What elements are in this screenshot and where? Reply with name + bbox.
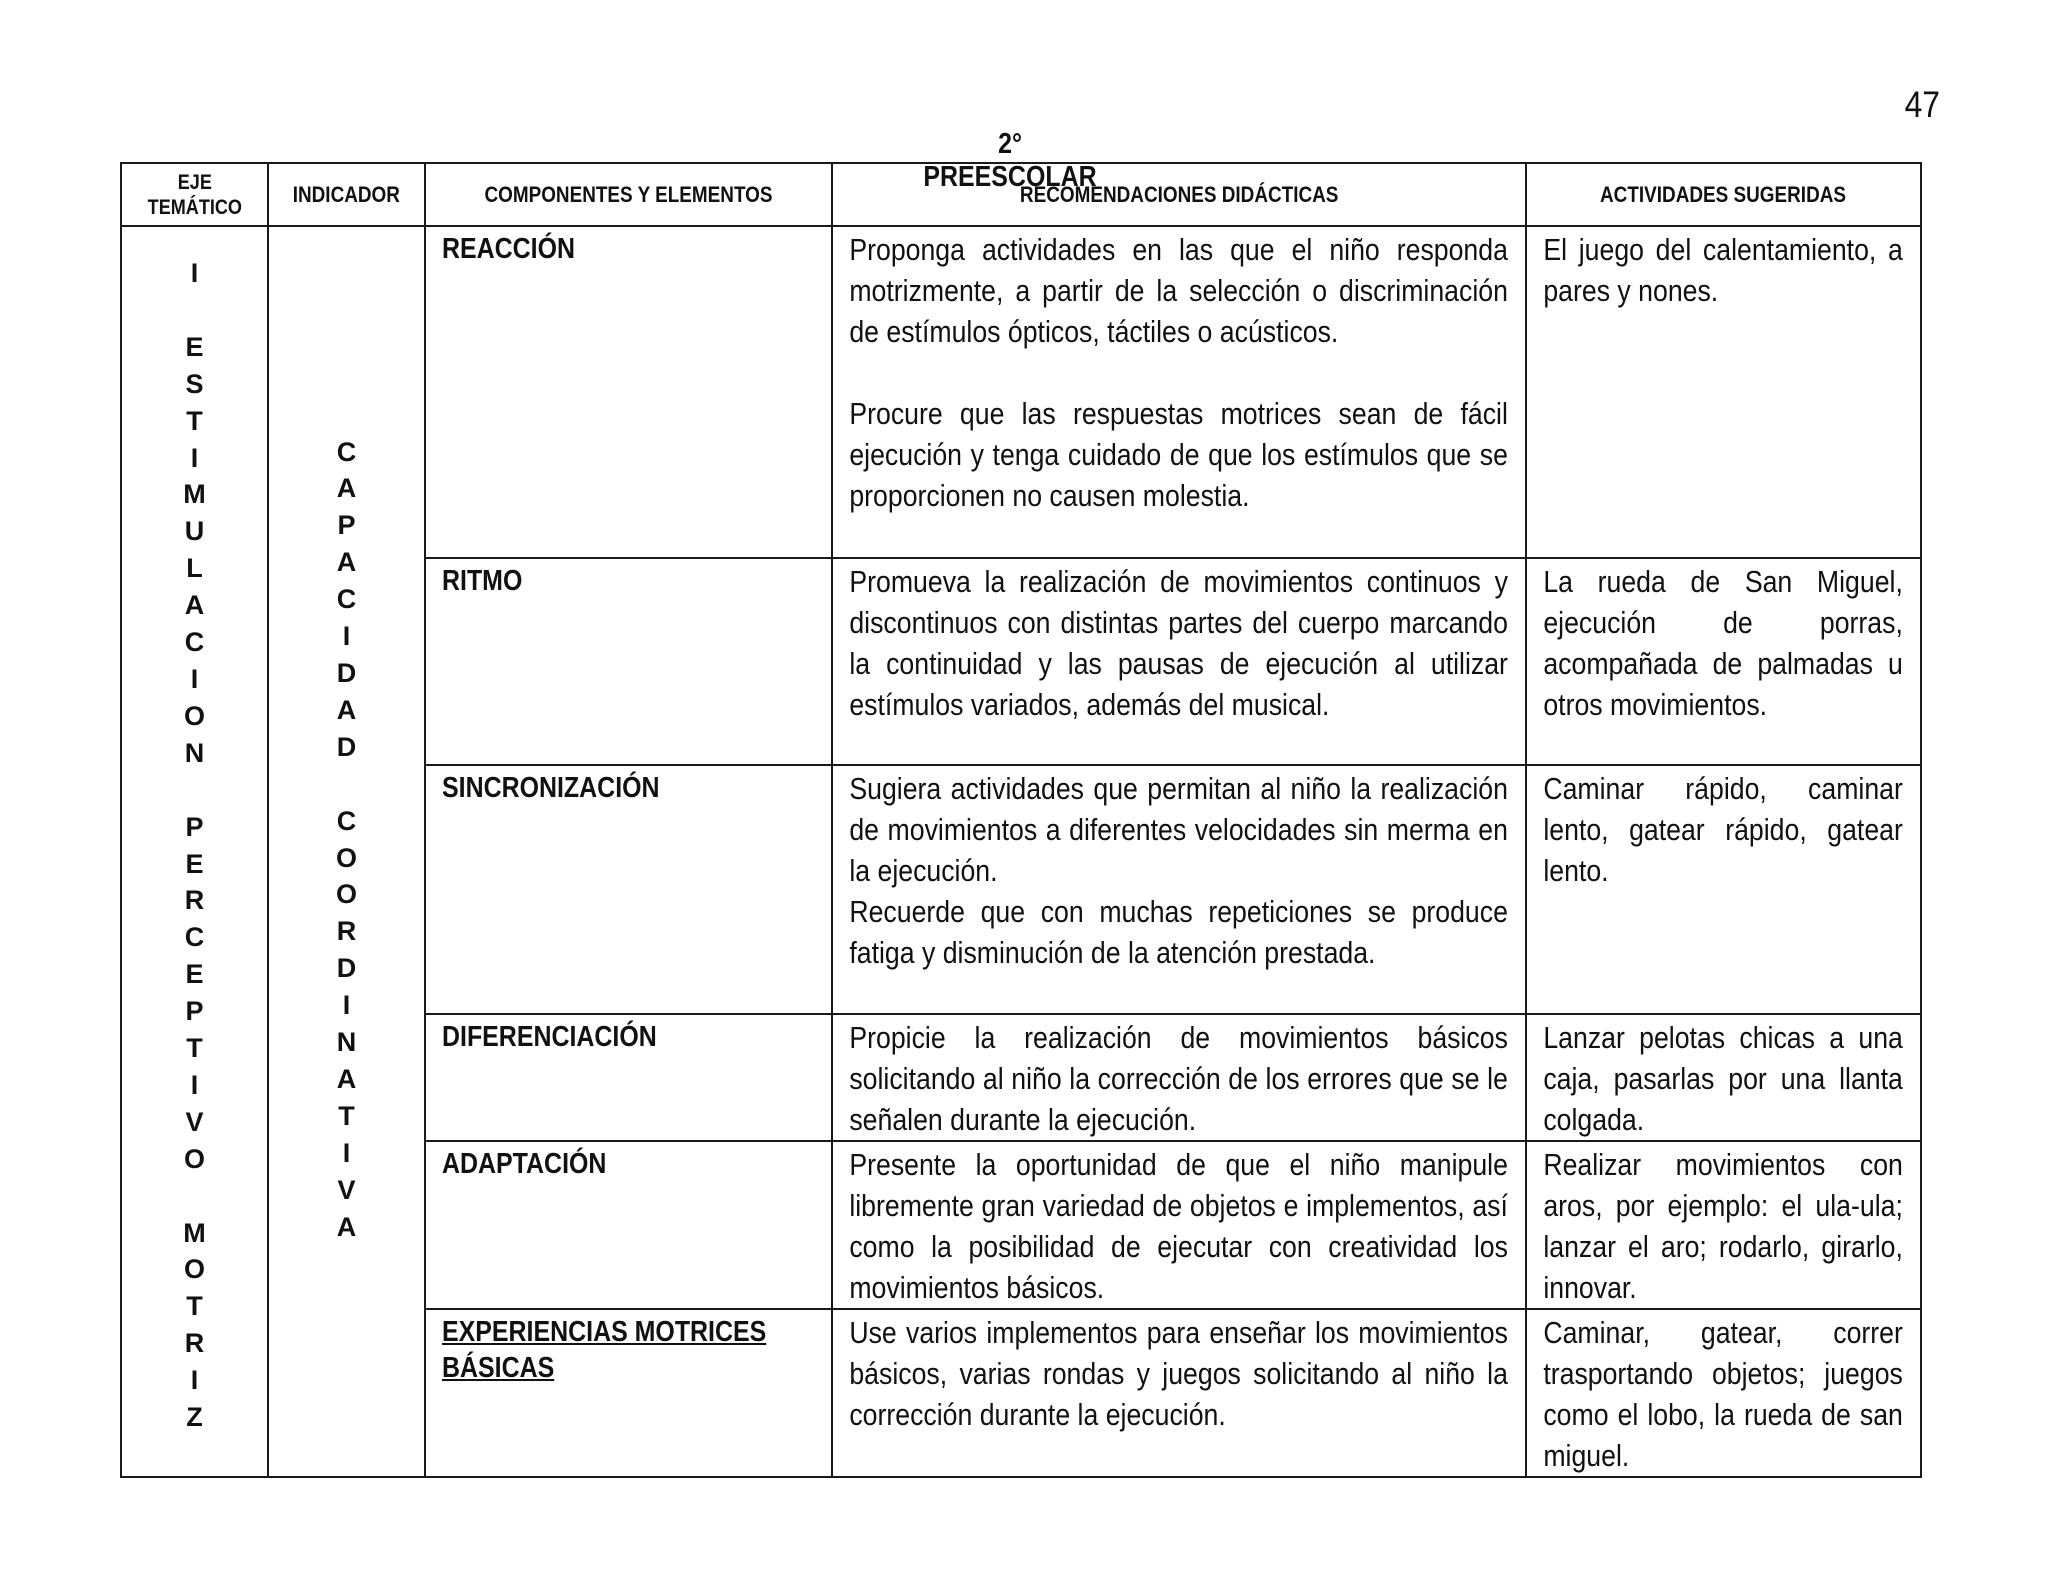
recomendacion-text: Proponga actividades en las que el niño responda motrizmente, a partir de la selección o discriminación de estímulos ópticos, táctiles o acústicos. <box>849 232 1508 349</box>
recomendacion-text: Recuerde que con muchas repeticiones se produce fatiga y disminución de la atención prestada. <box>849 894 1508 970</box>
componente-label: DIFERENCIACIÓN <box>442 1021 657 1053</box>
componente-cell <box>425 1014 832 1141</box>
eje-tematico-vertical-text: I E S T I M U L A C I O N P E R C E P T I V O M O T R I Z <box>183 258 206 1433</box>
componente-label: ADAPTACIÓN <box>442 1148 607 1180</box>
header-recomendaciones: RECOMENDACIONES DIDÁCTICAS <box>832 163 1526 226</box>
recomendacion-cell <box>832 1014 1526 1141</box>
curriculum-table <box>120 162 1922 1478</box>
table-header-row <box>121 163 1921 226</box>
indicador-vertical-text: C A P A C I D A D C O O R D I N A T I V A <box>335 436 357 1242</box>
recomendacion-cell <box>832 1309 1526 1477</box>
recomendacion-text: Promueva la realización de movimientos continuos y discontinuos con distintas partes del cuerpo marcando la continuidad y las pausas de ejecución al utilizar estímulos variados, además del musical. <box>849 564 1508 722</box>
indicador-cell <box>268 226 425 1477</box>
componente-label: SINCRONIZACIÓN <box>442 772 660 804</box>
recomendacion-cell <box>832 1141 1526 1309</box>
recomendacion-cell <box>832 765 1526 1014</box>
componente-cell <box>425 558 832 765</box>
header-eje-tematico: EJE TEMÁTICO <box>121 163 268 226</box>
page-title: 2° PREESCOLAR <box>923 128 1097 193</box>
recomendacion-text: Sugiera actividades que permitan al niño la realización de movimientos a diferentes velocidades sin merma en la ejecución. <box>849 771 1508 888</box>
componente-label: BÁSICAS <box>442 1352 555 1384</box>
recomendacion-text: Use varios implementos para enseñar los movimientos básicos, varias rondas y juegos solicitando al niño la corrección durante la ejecución. <box>849 1315 1508 1432</box>
eje-tematico-cell <box>121 226 268 1477</box>
componente-label: RITMO <box>442 565 523 597</box>
componente-cell <box>425 226 832 558</box>
componente-cell <box>425 765 832 1014</box>
recomendacion-text: Propicie la realización de movimientos básicos solicitando al niño la corrección de los errores que se le señalen durante la ejecución. <box>849 1020 1508 1137</box>
page-number: 47 <box>1904 84 1940 125</box>
actividad-cell <box>1526 1014 1921 1141</box>
actividad-text: Caminar rápido, caminar lento, gatear rápido, gatear lento. <box>1543 771 1903 888</box>
actividad-cell <box>1526 1309 1921 1477</box>
actividad-text: Caminar, gatear, correr trasportando objetos; juegos como el lobo, la rueda de san miguel. <box>1543 1315 1903 1473</box>
actividad-text: El juego del calentamiento, a pares y nones. <box>1543 232 1903 308</box>
header-componentes: COMPONENTES Y ELEMENTOS <box>425 163 832 226</box>
actividad-text: La rueda de San Miguel, ejecución de porras, acompañada de palmadas u otros movimientos. <box>1543 564 1903 722</box>
componente-label: REACCIÓN <box>442 233 576 265</box>
actividad-text: Lanzar pelotas chicas a una caja, pasarlas por una llanta colgada. <box>1543 1020 1903 1137</box>
recomendacion-text: Procure que las respuestas motrices sean de fácil ejecución y tenga cuidado de que los estímulos que se proporcionen no causen molestia. <box>849 396 1508 513</box>
actividad-cell <box>1526 558 1921 765</box>
actividad-cell <box>1526 226 1921 558</box>
recomendacion-cell <box>832 558 1526 765</box>
recomendacion-cell <box>832 226 1526 558</box>
componente-label: EXPERIENCIAS MOTRICES <box>442 1316 767 1348</box>
actividad-cell <box>1526 765 1921 1014</box>
header-indicador: INDICADOR <box>268 163 425 226</box>
actividad-text: Realizar movimientos con aros, por ejemplo: el ula-ula; lanzar el aro; rodarlo, girarlo, innovar. <box>1543 1147 1903 1305</box>
actividad-cell <box>1526 1141 1921 1309</box>
componente-cell <box>425 1309 832 1477</box>
recomendacion-text: Presente la oportunidad de que el niño manipule libremente gran variedad de objetos e implementos, así como la posibilidad de ejecutar con creatividad los movimientos básicos. <box>849 1147 1508 1305</box>
componente-cell <box>425 1141 832 1309</box>
table-row <box>121 226 1921 558</box>
header-actividades: ACTIVIDADES SUGERIDAS <box>1526 163 1921 226</box>
